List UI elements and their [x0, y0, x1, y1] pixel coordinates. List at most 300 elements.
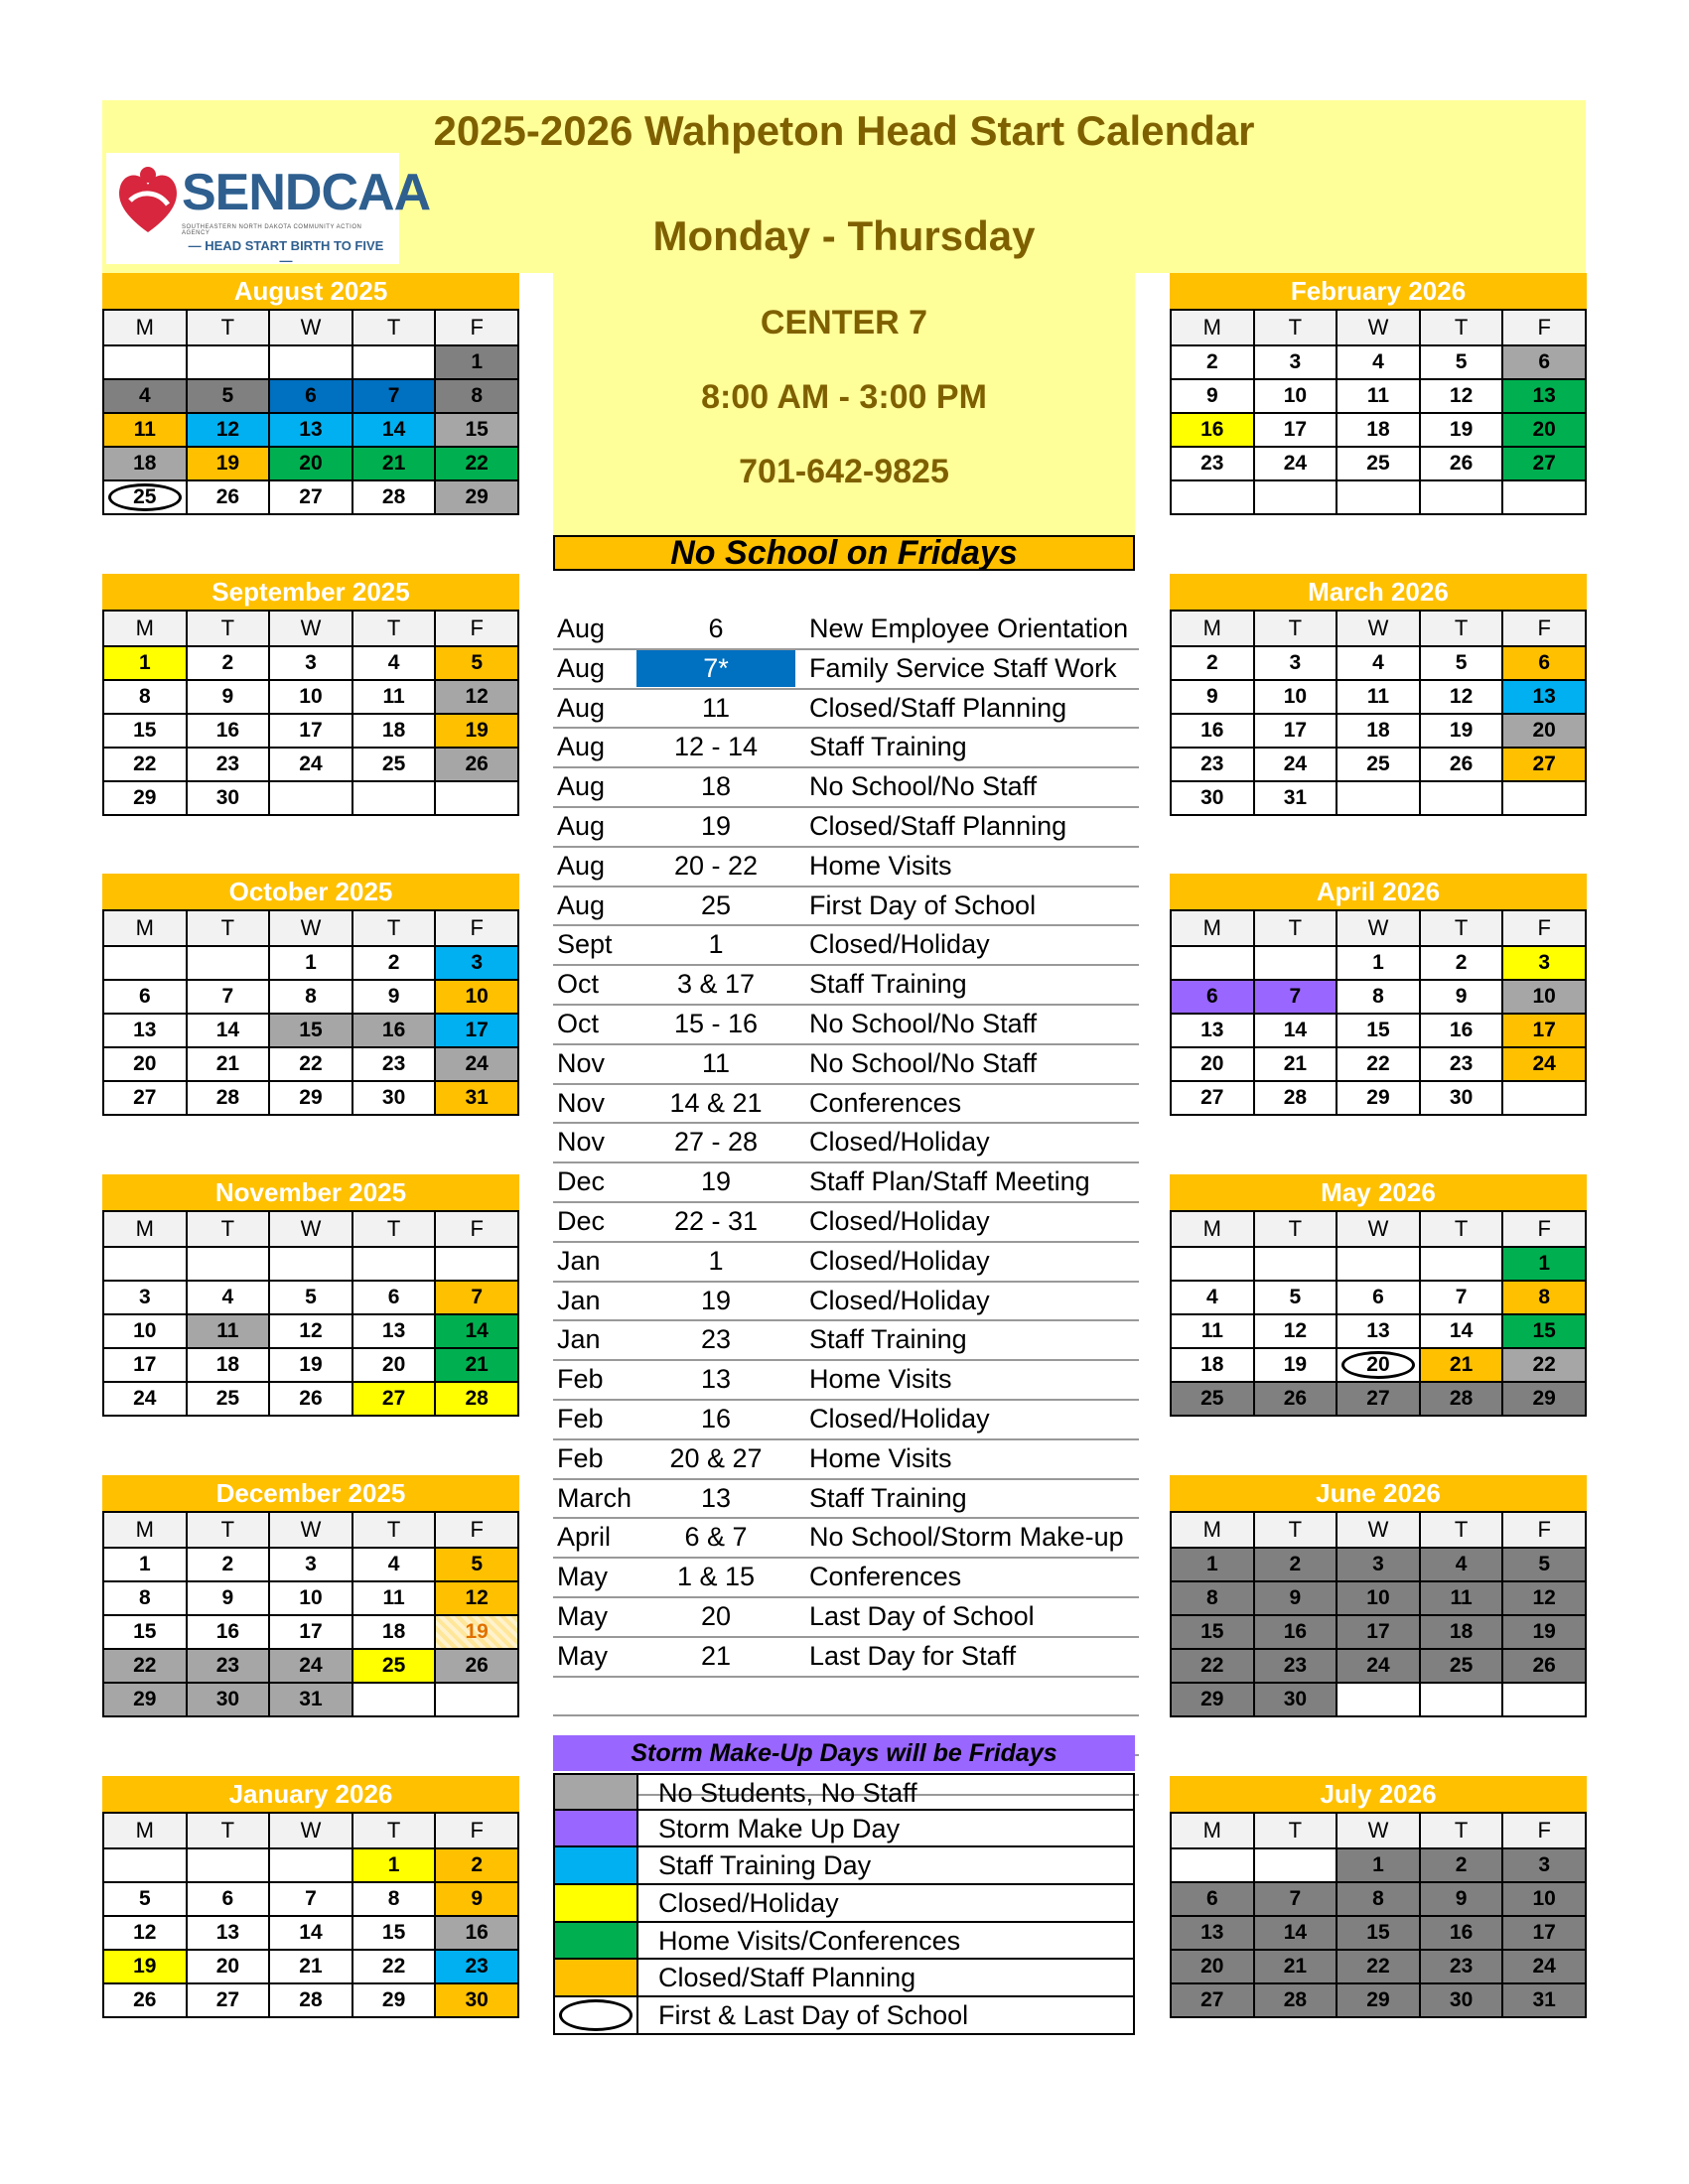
week-row [103, 1047, 518, 1081]
month-title: September 2025 [102, 574, 519, 610]
day-cell: 20 [1502, 714, 1586, 748]
weekday-header: T [352, 1512, 436, 1548]
month-feb [1170, 273, 1587, 515]
weekday-header: M [1171, 1211, 1254, 1247]
event-date: 23 [700, 1324, 732, 1355]
event-description: Staff Plan/Staff Meeting [809, 1166, 1090, 1197]
month-apr [1170, 874, 1587, 1116]
day-cell: 26 [1254, 1382, 1337, 1416]
event-row [553, 611, 1139, 650]
event-row [553, 1203, 1139, 1243]
day-cell: 3 [269, 1548, 352, 1581]
weekday-header: T [1254, 310, 1337, 345]
event-date: 3 & 17 [676, 969, 756, 1000]
legend-item [553, 1811, 1135, 1848]
month-title: January 2026 [102, 1776, 519, 1812]
day-cell: 24 [1502, 1950, 1586, 1983]
event-date: 12 - 14 [673, 732, 759, 762]
day-cell: 20 [1502, 413, 1586, 447]
day-cell: 26 [1502, 1649, 1586, 1683]
week-row [103, 345, 518, 379]
day-cell: 3 [1337, 1548, 1420, 1581]
event-description: New Employee Orientation [809, 614, 1129, 643]
day-cell: 13 [269, 413, 352, 447]
day-cell: 10 [1502, 980, 1586, 1014]
legend-swatch [555, 1811, 638, 1846]
day-cell [1254, 946, 1337, 980]
event-month: Nov [557, 1087, 606, 1118]
week-row [1171, 1382, 1586, 1416]
event-description: Last Day of School [809, 1600, 1035, 1631]
day-cell: 4 [352, 1548, 436, 1581]
day-cell: 22 [352, 1950, 436, 1983]
week-row [1171, 1014, 1586, 1047]
day-cell: 26 [435, 1649, 518, 1683]
event-month: Aug [557, 652, 606, 683]
day-cell: 25 [1171, 1382, 1254, 1416]
heart-logo-icon [114, 161, 182, 238]
day-cell: 1 [1337, 946, 1420, 980]
event-row [553, 1440, 1139, 1480]
event-row [553, 1243, 1139, 1283]
weekday-header: T [352, 910, 436, 946]
day-cell: 1 [435, 345, 518, 379]
events-list [553, 611, 1139, 1796]
weekday-header: M [1171, 310, 1254, 345]
weekday-header: T [187, 1211, 270, 1247]
event-row [553, 690, 1139, 730]
day-cell: 22 [1337, 1047, 1420, 1081]
day-cell: 27 [1502, 748, 1586, 781]
day-cell: 18 [1337, 413, 1420, 447]
day-cell: 15 [1171, 1615, 1254, 1649]
sendcaa-logo [106, 153, 431, 268]
weekday-header: W [1337, 1512, 1420, 1548]
event-date: 11 [701, 692, 731, 723]
day-cell: 16 [187, 714, 270, 748]
week-row [1171, 447, 1586, 480]
day-cell [187, 946, 270, 980]
event-description: First Day of School [809, 889, 1037, 920]
event-month: Aug [557, 850, 606, 881]
weekday-header: M [103, 1512, 187, 1548]
day-cell: 13 [352, 1314, 436, 1348]
day-cell: 29 [1337, 1081, 1420, 1115]
day-cell: 20 [1337, 1348, 1420, 1382]
day-cell: 13 [1502, 379, 1586, 413]
week-row [103, 1081, 518, 1115]
week-row [103, 1348, 518, 1382]
day-cell: 22 [103, 748, 187, 781]
weekday-header: W [1337, 1813, 1420, 1848]
legend-label: No Students, No Staff [658, 1778, 917, 1808]
event-row [553, 1321, 1139, 1361]
day-cell: 3 [1502, 1848, 1586, 1882]
week-row [1171, 980, 1586, 1014]
legend-item [553, 1847, 1135, 1885]
day-cell [1171, 480, 1254, 514]
day-cell: 18 [1171, 1348, 1254, 1382]
week-row [103, 714, 518, 748]
day-cell: 19 [1420, 714, 1503, 748]
day-cell: 18 [1337, 714, 1420, 748]
event-description: Closed/Staff Planning [809, 692, 1067, 723]
weekday-header: T [352, 1211, 436, 1247]
weekday-header: T [187, 910, 270, 946]
day-cell [187, 345, 270, 379]
event-row [553, 1006, 1139, 1045]
day-cell: 19 [1254, 1348, 1337, 1382]
day-cell: 26 [435, 748, 518, 781]
event-description: Staff Training [809, 732, 967, 762]
legend-label: Storm Make Up Day [658, 1813, 901, 1843]
event-month: Aug [557, 614, 606, 643]
day-cell: 31 [435, 1081, 518, 1115]
legend-item [553, 1960, 1135, 1997]
weekday-header: F [435, 611, 518, 646]
event-row [553, 1480, 1139, 1520]
day-cell: 17 [1502, 1014, 1586, 1047]
day-cell: 4 [1420, 1548, 1503, 1581]
week-row [103, 1649, 518, 1683]
day-cell: 29 [1171, 1683, 1254, 1716]
day-cell: 30 [1420, 1983, 1503, 2017]
day-cell: 27 [1171, 1983, 1254, 2017]
day-cell: 15 [103, 714, 187, 748]
day-cell: 16 [435, 1916, 518, 1950]
week-row [103, 413, 518, 447]
event-description: Home Visits [809, 850, 952, 881]
weekday-header: W [269, 1512, 352, 1548]
weekday-header: T [1420, 910, 1503, 946]
day-cell [1420, 480, 1503, 514]
day-cell: 24 [1337, 1649, 1420, 1683]
storm-note: Storm Make-Up Days will be Fridays [553, 1735, 1135, 1771]
event-description: Closed/Holiday [809, 1245, 990, 1276]
day-cell: 15 [1337, 1916, 1420, 1950]
day-cell: 1 [269, 946, 352, 980]
weekday-header: M [103, 611, 187, 646]
week-row [103, 946, 518, 980]
day-cell: 30 [435, 1983, 518, 2017]
weekday-header: T [1254, 1512, 1337, 1548]
month-jan [102, 1776, 519, 2018]
day-cell: 19 [435, 1615, 518, 1649]
day-cell: 23 [1171, 748, 1254, 781]
event-row [553, 887, 1139, 927]
weekday-header: W [269, 1813, 352, 1848]
day-cell: 14 [352, 413, 436, 447]
month-grid [102, 309, 519, 515]
day-cell: 5 [435, 646, 518, 680]
day-cell: 11 [1171, 1314, 1254, 1348]
logo-tagline: SOUTHEASTERN NORTH DAKOTA COMMUNITY ACTION AGENCY [182, 224, 362, 236]
day-cell [1337, 480, 1420, 514]
week-row [1171, 379, 1586, 413]
day-cell: 12 [435, 1581, 518, 1615]
event-row [553, 1163, 1139, 1203]
day-cell [1254, 480, 1337, 514]
event-month: Aug [557, 692, 606, 723]
event-date: 16 [700, 1403, 732, 1433]
event-month: Aug [557, 732, 606, 762]
day-cell: 19 [187, 447, 270, 480]
day-cell: 1 [1171, 1548, 1254, 1581]
event-description: No School/Storm Make-up [809, 1522, 1124, 1553]
center-name: CENTER 7 [760, 304, 928, 341]
week-row [1171, 1615, 1586, 1649]
month-title: June 2026 [1170, 1475, 1587, 1511]
day-cell: 26 [1420, 748, 1503, 781]
day-cell: 18 [103, 447, 187, 480]
day-cell: 5 [269, 1281, 352, 1314]
day-cell: 28 [1254, 1081, 1337, 1115]
day-cell: 25 [1337, 447, 1420, 480]
month-dec [102, 1475, 519, 1717]
weekday-header: W [269, 910, 352, 946]
day-cell: 5 [103, 1882, 187, 1916]
day-cell: 9 [352, 980, 436, 1014]
legend-label: Closed/Holiday [658, 1888, 839, 1919]
week-row [1171, 646, 1586, 680]
day-cell: 8 [103, 680, 187, 714]
week-row [1171, 1983, 1586, 2017]
event-month: May [557, 1562, 609, 1592]
day-cell: 6 [1502, 345, 1586, 379]
day-cell [1171, 1247, 1254, 1281]
weekday-header: M [1171, 910, 1254, 946]
day-cell: 29 [1337, 1983, 1420, 2017]
day-cell: 9 [1171, 379, 1254, 413]
day-cell: 17 [269, 714, 352, 748]
weekday-header: T [1254, 1813, 1337, 1848]
month-grid [102, 610, 519, 816]
day-cell: 17 [1502, 1916, 1586, 1950]
weekday-header: F [435, 1512, 518, 1548]
event-date: 19 [700, 1285, 732, 1315]
day-cell: 11 [1420, 1581, 1503, 1615]
weekday-header: M [103, 1813, 187, 1848]
weekday-header: T [1254, 1211, 1337, 1247]
day-cell: 8 [1337, 1882, 1420, 1916]
day-cell: 5 [435, 1548, 518, 1581]
day-cell: 16 [1171, 714, 1254, 748]
month-title: May 2026 [1170, 1174, 1587, 1210]
event-description: No School/No Staff [809, 1047, 1038, 1078]
event-description: Home Visits [809, 1442, 952, 1473]
event-month: April [557, 1522, 612, 1553]
legend-swatch [555, 1923, 638, 1959]
weekday-header: T [187, 310, 270, 345]
week-row [103, 1848, 518, 1882]
day-cell: 24 [269, 1649, 352, 1683]
day-cell: 25 [1337, 748, 1420, 781]
weekday-header: T [1420, 611, 1503, 646]
day-cell: 28 [1420, 1382, 1503, 1416]
event-row [553, 1598, 1139, 1638]
week-row [103, 1314, 518, 1348]
event-month: Jan [557, 1285, 601, 1315]
day-cell: 5 [1254, 1281, 1337, 1314]
week-row [103, 1882, 518, 1916]
day-cell: 3 [269, 646, 352, 680]
day-cell: 17 [435, 1014, 518, 1047]
day-cell: 6 [1337, 1281, 1420, 1314]
event-description: Closed/Holiday [809, 1205, 990, 1236]
event-row [553, 848, 1139, 887]
day-cell: 20 [187, 1950, 270, 1983]
week-row [103, 680, 518, 714]
event-description: Closed/Holiday [809, 1285, 990, 1315]
day-cell: 1 [103, 1548, 187, 1581]
event-description: Conferences [809, 1562, 962, 1592]
event-date: 21 [700, 1640, 732, 1671]
day-cell: 27 [352, 1382, 436, 1416]
day-cell: 4 [103, 379, 187, 413]
day-cell: 4 [1337, 345, 1420, 379]
event-description: Home Visits [809, 1364, 952, 1395]
week-row [1171, 1581, 1586, 1615]
month-grid [102, 1210, 519, 1417]
legend-swatch [555, 1885, 638, 1921]
event-description: Conferences [809, 1087, 962, 1118]
day-cell: 16 [187, 1615, 270, 1649]
day-cell: 30 [1171, 781, 1254, 815]
day-cell: 7 [187, 980, 270, 1014]
day-cell: 18 [352, 714, 436, 748]
day-cell: 3 [1502, 946, 1586, 980]
event-date: 11 [701, 1047, 731, 1078]
month-grid [1170, 1210, 1587, 1417]
day-cell [1337, 781, 1420, 815]
day-cell: 15 [435, 413, 518, 447]
month-grid [102, 1511, 519, 1717]
event-row [553, 729, 1139, 768]
day-cell: 23 [1420, 1047, 1503, 1081]
day-cell [1502, 480, 1586, 514]
day-cell: 8 [435, 379, 518, 413]
day-cell: 5 [1420, 345, 1503, 379]
week-row [1171, 680, 1586, 714]
day-cell: 15 [1337, 1014, 1420, 1047]
day-cell: 23 [1171, 447, 1254, 480]
event-description: Closed/Holiday [809, 929, 990, 960]
day-cell: 10 [103, 1314, 187, 1348]
day-cell: 11 [352, 680, 436, 714]
day-cell [1420, 781, 1503, 815]
day-cell: 8 [269, 980, 352, 1014]
day-cell [1420, 1683, 1503, 1716]
day-cell: 9 [1171, 680, 1254, 714]
event-date: 18 [700, 771, 732, 802]
day-cell: 7 [269, 1882, 352, 1916]
week-row [103, 1983, 518, 2017]
event-description: Closed/Holiday [809, 1403, 990, 1433]
day-cell: 28 [1254, 1983, 1337, 2017]
day-cell: 30 [187, 781, 270, 815]
day-cell: 2 [352, 946, 436, 980]
day-cell: 13 [1171, 1014, 1254, 1047]
week-row [1171, 1649, 1586, 1683]
weekday-header: M [103, 910, 187, 946]
day-cell [352, 345, 436, 379]
day-cell [352, 781, 436, 815]
day-cell [1502, 781, 1586, 815]
month-sep [102, 574, 519, 816]
event-description: No School/No Staff [809, 771, 1038, 802]
weekday-header: M [103, 1211, 187, 1247]
day-cell [352, 1683, 436, 1716]
center-phone: 701-642-9825 [739, 453, 949, 490]
day-cell: 14 [1254, 1916, 1337, 1950]
week-row [103, 1950, 518, 1983]
day-cell: 9 [187, 1581, 270, 1615]
weekday-header: W [269, 611, 352, 646]
week-row [103, 1382, 518, 1416]
weekday-header: T [352, 611, 436, 646]
event-date: 1 & 15 [676, 1562, 756, 1592]
day-cell: 2 [1171, 646, 1254, 680]
day-cell: 28 [269, 1983, 352, 2017]
day-cell: 14 [1254, 1014, 1337, 1047]
day-cell: 14 [269, 1916, 352, 1950]
week-row [1171, 1950, 1586, 1983]
weekday-header: W [1337, 1211, 1420, 1247]
day-cell: 26 [187, 480, 270, 514]
day-cell: 29 [1502, 1382, 1586, 1416]
day-cell: 11 [1337, 680, 1420, 714]
day-cell: 5 [1502, 1548, 1586, 1581]
day-cell: 20 [103, 1047, 187, 1081]
day-cell: 7 [1420, 1281, 1503, 1314]
day-cell: 6 [1502, 646, 1586, 680]
day-cell: 14 [435, 1314, 518, 1348]
day-cell: 27 [269, 480, 352, 514]
legend-swatch [555, 1960, 638, 1995]
day-cell: 13 [1502, 680, 1586, 714]
day-cell: 18 [352, 1615, 436, 1649]
legend-item [553, 1885, 1135, 1923]
day-cell [435, 781, 518, 815]
weekday-header: M [1171, 611, 1254, 646]
day-cell: 30 [187, 1683, 270, 1716]
day-cell: 23 [187, 748, 270, 781]
day-cell [1337, 1247, 1420, 1281]
day-cell: 19 [435, 714, 518, 748]
weekday-header: T [1254, 910, 1337, 946]
day-cell: 12 [103, 1916, 187, 1950]
day-cell: 26 [103, 1983, 187, 2017]
day-cell: 6 [269, 379, 352, 413]
weekday-header: W [1337, 611, 1420, 646]
week-row [1171, 946, 1586, 980]
day-cell [269, 781, 352, 815]
weekday-header: F [1502, 1211, 1586, 1247]
legend-swatch [555, 1847, 638, 1883]
day-cell: 4 [352, 646, 436, 680]
day-cell [269, 1848, 352, 1882]
week-row [1171, 1047, 1586, 1081]
event-description: Staff Training [809, 1482, 967, 1513]
weekday-header: F [435, 310, 518, 345]
day-cell: 22 [1502, 1348, 1586, 1382]
legend-label: Closed/Staff Planning [658, 1963, 916, 1993]
day-cell: 25 [1420, 1649, 1503, 1683]
day-cell: 27 [1502, 447, 1586, 480]
event-date: 13 [700, 1482, 732, 1513]
day-cell: 18 [187, 1348, 270, 1382]
event-row [553, 1519, 1139, 1559]
